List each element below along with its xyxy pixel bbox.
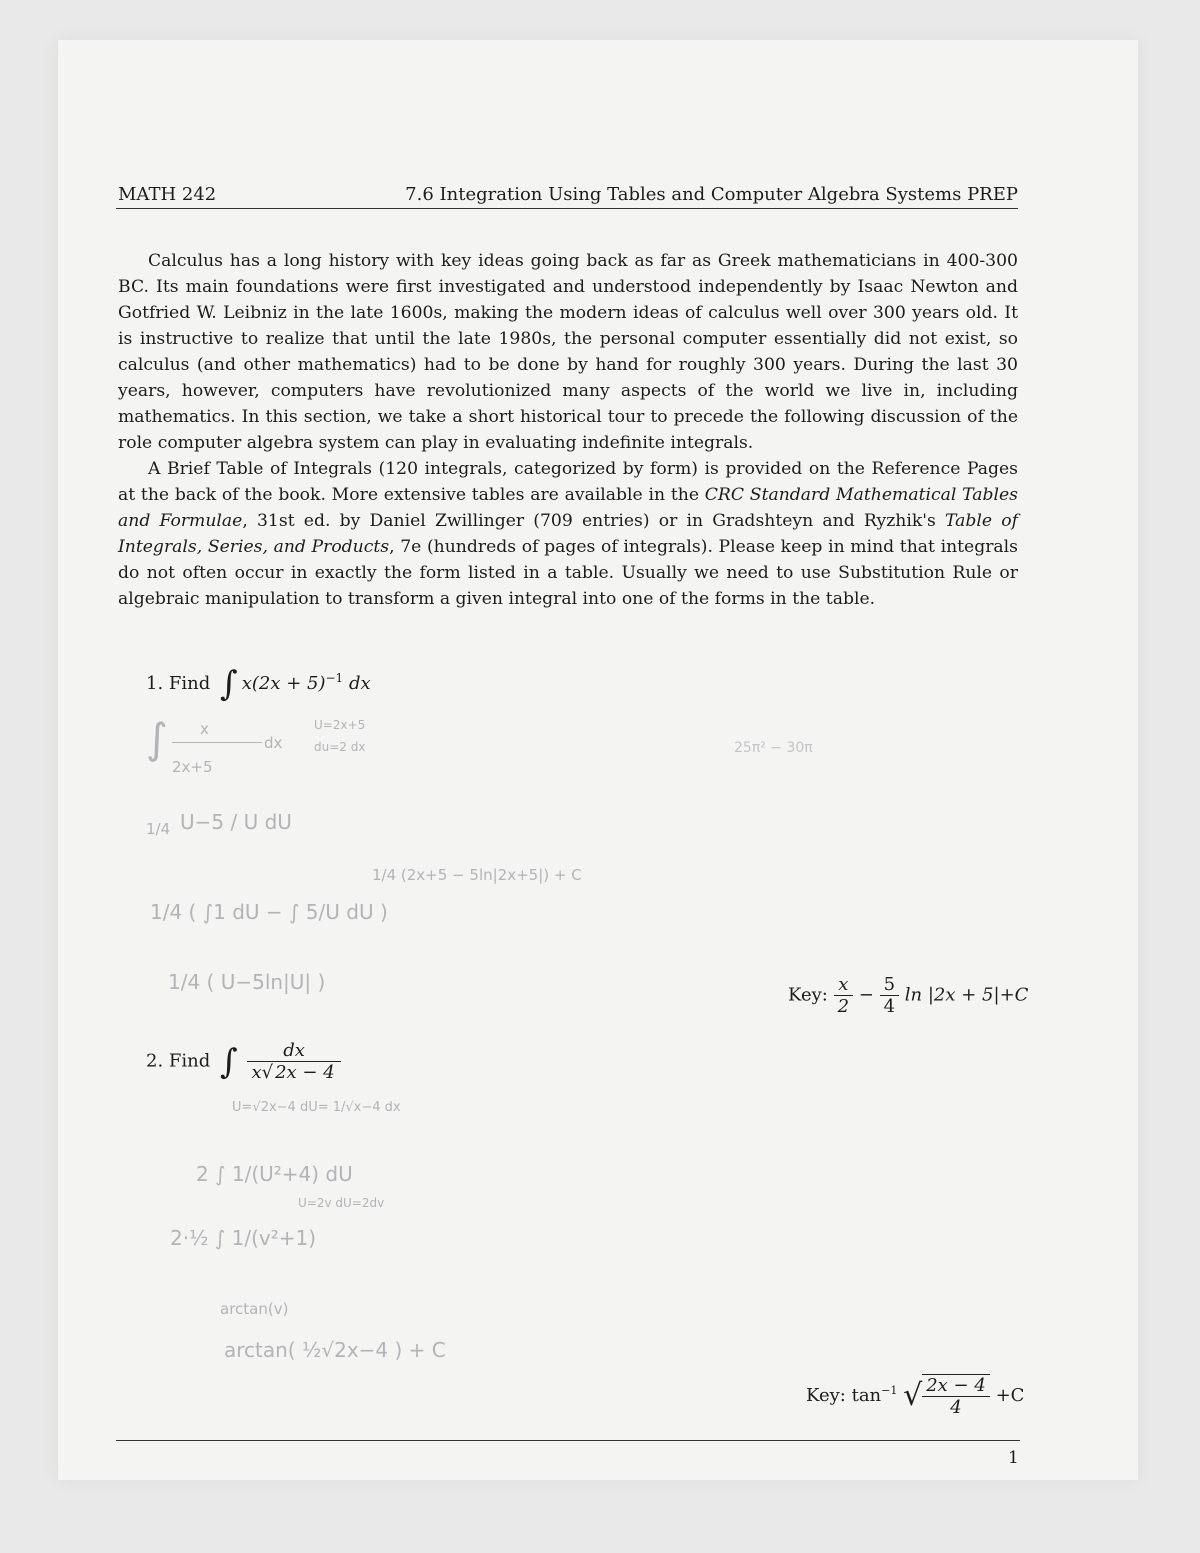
key-tail: ln |2x + 5|+C	[904, 984, 1029, 1006]
problem-1-label: 1. Find	[146, 673, 211, 694]
hand-fraction-bar	[172, 742, 262, 743]
hand-step-5: 1/4 (2x+5 − 5ln|2x+5|) + C	[372, 866, 582, 884]
problem-1-integrand: x(2x + 5)	[241, 673, 326, 694]
problem-1	[146, 664, 371, 704]
integral-symbol: ∫	[220, 1041, 238, 1082]
intro-paragraph-1: Calculus has a long history with key ideas going back as far as Greek mathematicians in 400-300 BC. Its main foundations were first investigated and understood independently by Isaac Newton and Gotfried W. Leibniz in the late 1600s, making the modern ideas of calculus well over 300 years old. It is instructive to realize that until the late 1980s, the personal computer essentially did not exist, so calculus (and other mathematics) had to be done by hand for roughly 300 years. During the last 30 years, however, computers have revolutionized many aspects of the world we live in, including mathematics. In this section, we take a short historical tour to precede the following discussion of the role computer algebra system can play in evaluating indefinite integrals.	[118, 251, 1018, 453]
key-label: Key:	[806, 1385, 846, 1406]
key-exp: −1	[881, 1384, 898, 1397]
key-frac-x-2: $\frac{x}{2}$	[834, 974, 853, 1017]
hand-step-2-coef: 1/4	[146, 820, 171, 838]
hand-step-3: 1/4 ( ∫1 dU − ∫ 5/U dU )	[150, 900, 388, 924]
problem-2	[146, 1040, 341, 1083]
hand-p2-step-3: 2·½ ∫ 1/(v²+1)	[170, 1226, 317, 1250]
problem-1-dx: dx	[348, 673, 371, 694]
key-minus: −	[858, 984, 874, 1006]
key-radicand: $\frac{2x - 4}{4}$	[922, 1374, 990, 1418]
hand-sub-du: du=2 dx	[314, 740, 366, 754]
hand-sub-u: U=2x+5	[314, 718, 366, 732]
hand-p2-step-5: arctan( ½√2x−4 ) + C	[224, 1338, 446, 1362]
problem-1-key	[788, 974, 1028, 1017]
hand-step-4: 1/4 ( U−5ln|U| )	[168, 970, 326, 994]
hand-p2-step-2: 2 ∫ 1/(U²+4) dU	[196, 1162, 353, 1186]
problem-1-exponent: −1	[325, 671, 344, 685]
key-frac-5-4: $\frac{5}{4}$	[880, 974, 899, 1017]
intro-paragraph-2	[118, 456, 1018, 612]
key-label: Key:	[788, 984, 828, 1006]
crc-title: CRC Standard Mathematical Tables and Formulae	[118, 485, 1018, 531]
p2-text-b: , 31st ed. by Daniel Zwillinger (709 entries) or in Gradshteyn and Ryzhik's	[242, 511, 946, 531]
hand-p2-step-4: arctan(v)	[220, 1300, 289, 1318]
p2-text-a: A Brief Table of Integrals (120 integrals, categorized by form) is provided on the Reference Pages at the back of the book. More extensive tables are available in the	[118, 459, 1018, 505]
footer-rule	[116, 1440, 1020, 1441]
page-header	[116, 180, 1018, 209]
radical-sign: √	[903, 1378, 923, 1413]
problem-2-fraction: $\frac{dx}{x√ 2x - 4}$	[247, 1040, 340, 1083]
key-fn: tan	[851, 1385, 882, 1406]
page-number: 1	[1008, 1448, 1019, 1468]
section-title: 7.6 Integration Using Tables and Computer Algebra Systems PREP	[405, 184, 1018, 205]
intro-text	[118, 248, 1018, 612]
key-tail: +C	[995, 1385, 1025, 1406]
hand-stray-note: 25π² − 30π	[734, 740, 813, 756]
hand-den: 2x+5	[172, 758, 213, 776]
hand-integral-sign: ∫	[146, 714, 168, 763]
integral-symbol: ∫	[220, 664, 238, 704]
hand-p2-sub: U=√2x−4 dU= 1/√x−4 dx	[232, 1100, 401, 1115]
hand-dx: dx	[264, 734, 283, 752]
table-title: Table of Integrals, Series, and Products	[118, 511, 1018, 557]
hand-num: x	[200, 720, 209, 738]
hand-step-2: U−5 / U dU	[180, 810, 292, 834]
p2-text-c: , 7e (hundreds of pages of integrals). Please keep in mind that integrals do not often occur in exactly the form listed in a table. Usually we need to use Substitution Rule or algebraic manipulation to transform a given integral into one of the forms in the table.	[118, 537, 1018, 609]
hand-p2-step-2-sub: U=2v dU=2dv	[298, 1196, 385, 1210]
problem-2-label: 2. Find	[146, 1050, 211, 1072]
problem-2-key	[806, 1374, 1024, 1418]
course-name: MATH 242	[118, 184, 217, 205]
